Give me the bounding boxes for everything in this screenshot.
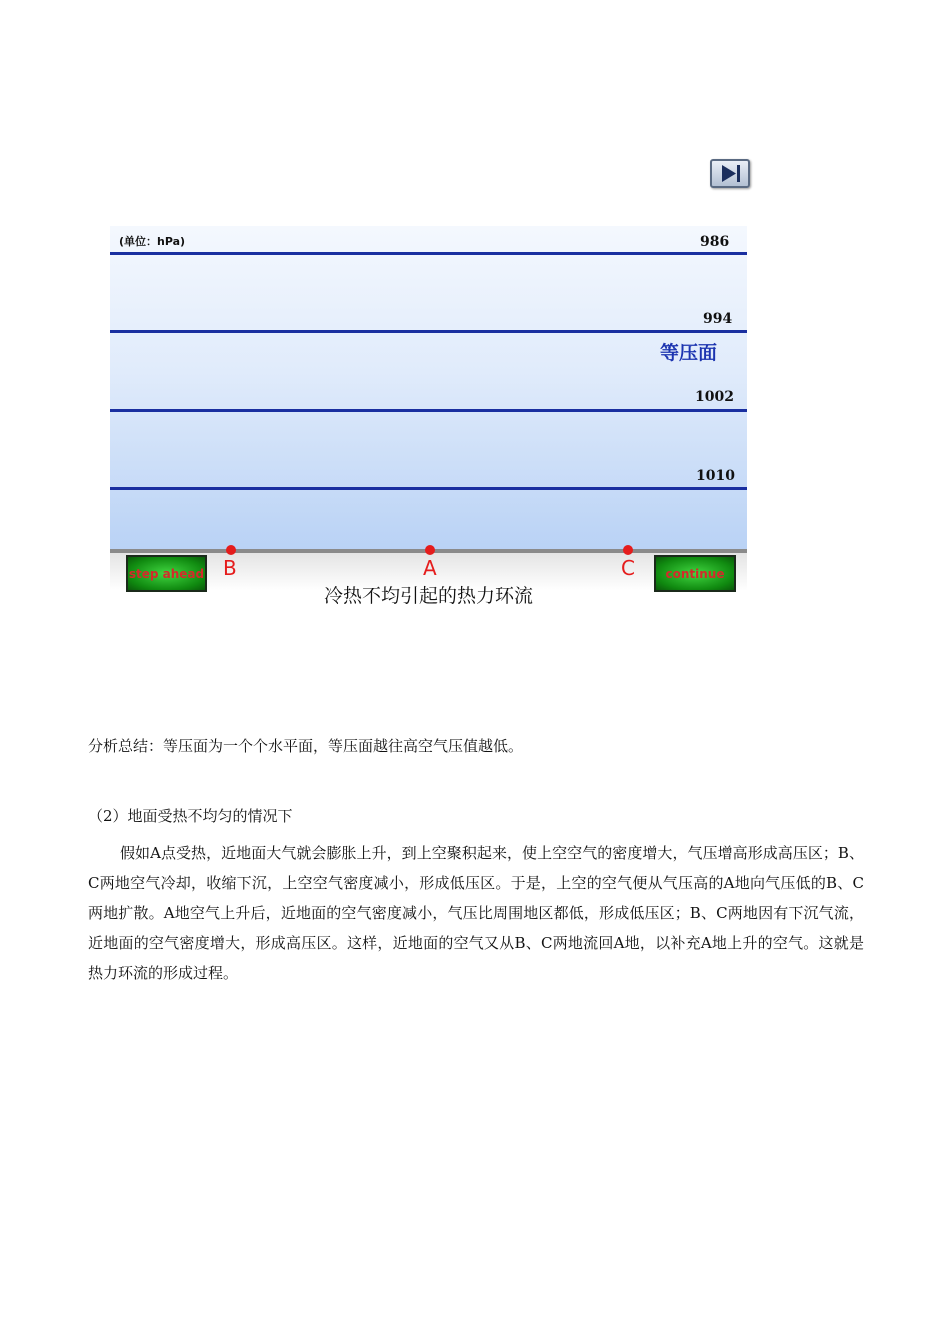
point-a-marker [425,545,435,555]
point-c-label: C [621,556,635,580]
point-a-label: A [423,556,437,580]
point-b-marker [226,545,236,555]
diagram-caption: 冷热不均引起的热力环流 [323,585,533,607]
thermal-circulation-diagram [110,226,750,607]
isobar-value-986: 986 [700,234,730,250]
isobar-line-1010 [110,487,747,490]
isobar-value-1002: 1002 [695,389,734,405]
isobar-line-994 [110,330,747,333]
isobar-line-986 [110,252,747,255]
continue-button[interactable]: continue [654,555,736,592]
section-heading: （2）地面受热不均匀的情况下 [88,807,293,825]
isobar-value-1010: 1010 [696,468,735,484]
unit-label: (单位：hPa) [119,235,186,248]
body-paragraph: 假如A点受热，近地面大气就会膨胀上升，到上空聚积起来，使上空空气的密度增大，气压增高形成高压区；B、C两地空气冷却，收缩下沉，上空空气密度减小，形成低压区。于是，上空的空气便从气压高的A地向气压低的B、C两地扩散。A地空气上升后，近地面的空气密度减小，气压比周围地区都低，形成低压区；B、C两地因有下沉气流，近地面的空气密度增大，形成高压区。这样，近地面的空气又从B、C两地流回A地，以补充A地上升的空气。这就是热力环流的形成过程。 [88,844,864,982]
analysis-summary: 分析总结：等压面为一个个水平面，等压面越往高空气压值越低。 [88,737,524,755]
isobar-value-994: 994 [703,311,733,327]
next-frame-button[interactable] [710,159,750,188]
point-c-marker [623,545,633,555]
skip-forward-icon [712,161,748,186]
atmosphere-area [110,226,747,551]
point-b-label: B [223,556,237,580]
step-ahead-button[interactable]: step ahead [126,555,207,592]
isobar-line-1002 [110,409,747,412]
isobaric-surface-label: 等压面 [660,342,718,364]
